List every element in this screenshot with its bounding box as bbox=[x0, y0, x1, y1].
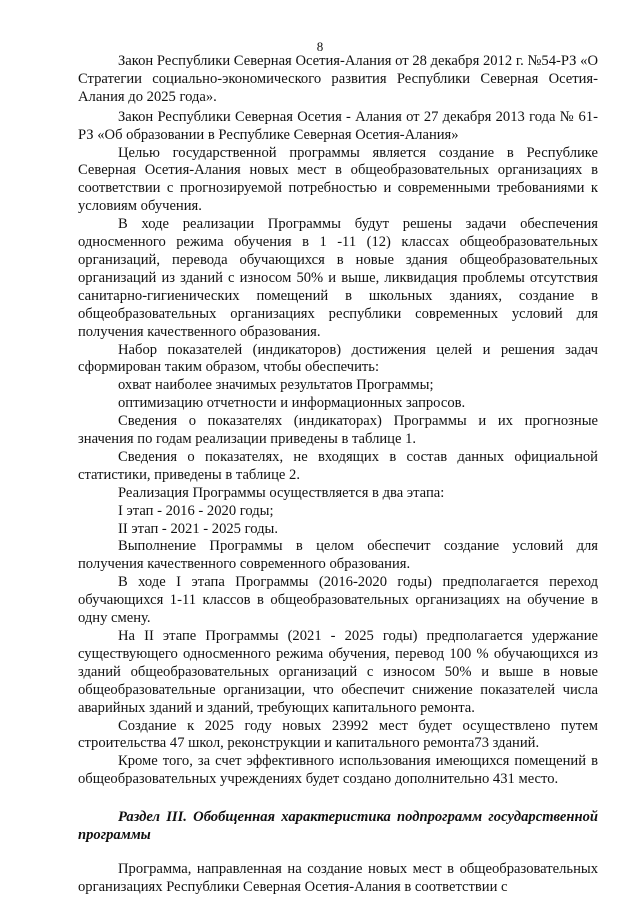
list-item-stage-2: II этап - 2021 - 2025 годы. bbox=[118, 520, 278, 537]
paragraph-additional-places: Кроме того, за счет эффективного использования имеющихся помещений в общеобразовательных учреждениях будет создано дополнительно 431 место. bbox=[78, 753, 598, 788]
list-item-coverage: охват наиболее значимых результатов Программы; bbox=[118, 377, 434, 394]
list-item-optimization: оптимизацию отчетности и информационных запросов. bbox=[118, 395, 466, 412]
document-body bbox=[78, 53, 598, 897]
list-item-stage-1: I этап - 2016 - 2020 годы; bbox=[118, 502, 274, 519]
paragraph-program-outcome: Выполнение Программы в целом обеспечит создание условий для получения качественного современного образования. bbox=[78, 538, 598, 573]
paragraph-law-strategy: Закон Республики Северная Осетия-Алания от 28 декабря 2012 г. №54-РЗ «О Стратегии социально-экономического развития Республики Северная Осетия-Алания до 2025 года». bbox=[78, 53, 598, 105]
paragraph-law-education: Закон Республики Северная Осетия - Алания от 27 декабря 2013 года № 61-РЗ «Об образовании в Республике Северная Осетия-Алания» bbox=[78, 108, 598, 143]
paragraph-stages-intro: Реализация Программы осуществляется в два этапа: bbox=[118, 484, 445, 501]
page-number: 8 bbox=[316, 39, 324, 54]
paragraph-table-1-ref: Сведения о показателях (индикаторах) Программы и их прогнозные значения по годам реализации приведены в таблице 1. bbox=[78, 413, 598, 448]
paragraph-program-tasks: В ходе реализации Программы будут решены задачи обеспечения односменного режима обучения в 1 -11 (12) классах общеобразовательных организаций, перевода обучающихся в новые здания общеобразовательных организаций из зданий с износом 50% и выше, ликвидация проблемы отсутствия санитарно-гигиенических помещений в школьных зданиях, создание в общеобразовательных организациях республики современных условий для получения качественного образования. bbox=[78, 216, 598, 340]
paragraph-table-2-ref: Сведения о показателях, не входящих в состав данных официальной статистики, приведены в таблице 2. bbox=[78, 448, 598, 483]
paragraph-program-goal: Целью государственной программы является создание в Республике Северная Осетия-Алания новых мест в общеобразовательных организациях в соответствии с прогнозируемой потребностью и современными требованиями к условиям обучения. bbox=[78, 144, 598, 215]
paragraph-stage-1-detail: В ходе I этапа Программы (2016-2020 годы) предполагается переход обучающихся 1-11 классов в общеобразовательных организациях на обучение в одну смену. bbox=[78, 574, 598, 627]
paragraph-stage-2-detail: На II этапе Программы (2021 - 2025 годы) предполагается удержание существующего односменного режима обучения, перевод 100 % обучающихся из зданий общеобразовательных организаций с износом 50% и выше в новые общеобразовательные организации, что обеспечит снижение показателей числа аварийных зданий и зданий, требующих капитального ремонта. bbox=[78, 628, 598, 716]
paragraph-indicators: Набор показателей (индикаторов) достижения целей и решения задач сформирован таким образом, чтобы обеспечить: bbox=[78, 341, 598, 376]
paragraph-program-summary: Программа, направленная на создание новых мест в общеобразовательных организациях Республики Северная Осетия-Алания в соответствии с bbox=[78, 860, 598, 895]
section-heading: Раздел III. Обобщенная характеристика подпрограмм государственной программы bbox=[78, 809, 598, 844]
paragraph-new-places: Создание к 2025 году новых 23992 мест будет осуществлено путем строительства 47 школ, реконструкции и капитального ремонта73 зданий. bbox=[78, 717, 598, 752]
